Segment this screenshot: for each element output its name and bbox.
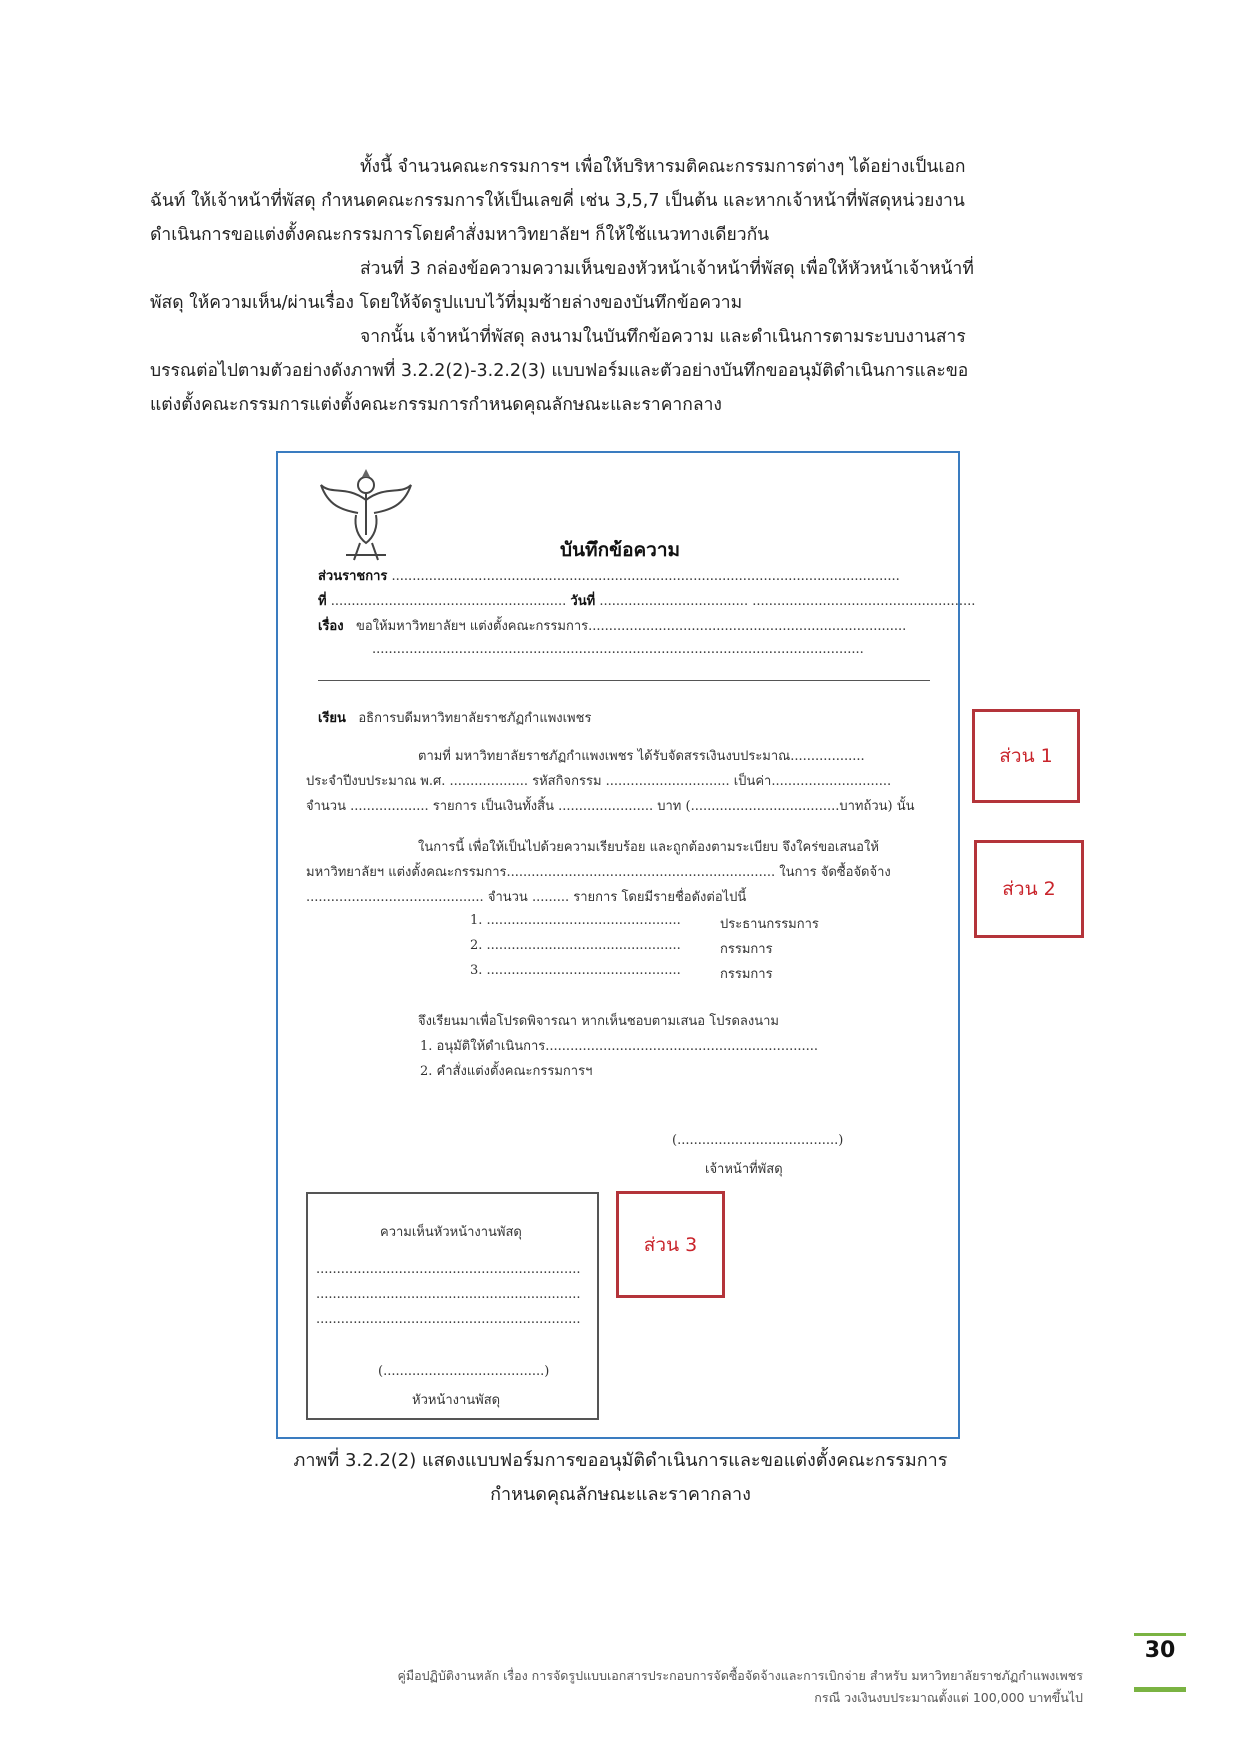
committee-role-3: กรรมการ xyxy=(720,967,773,982)
memo-subject-row: เรื่อง ขอให้มหาวิทยาลัยฯ แต่งตั้งคณะกรรมการ............................................................................. xyxy=(318,619,907,634)
callout-part-1: ส่วน 1 xyxy=(972,709,1080,803)
paragraph-sign: จากนั้น เจ้าหน้าที่พัสดุ ลงนามในบันทึกข้อความ และดำเนินการตามระบบงานสาร บรรณต่อไปตามตัวอย่างดังภาพที่ 3.2.2(2)-3.2.2(3) แบบฟอร์มและตัวอย่างบันทึกขออนุมัติดำเนินการและขอ แต่งตั้งคณะกรรมการแต่งตั้งคณะกรรมการกำหนดคุณลักษณะและราคากลาง xyxy=(150,327,969,415)
comment-line-3: ................................................................ xyxy=(316,1312,581,1327)
committee-role-2: กรรมการ xyxy=(720,942,773,957)
memo-item-1: 1. อนุมัติให้ดำเนินการ.................................................................. xyxy=(420,1039,819,1054)
garuda-emblem-icon xyxy=(316,465,416,565)
signature-dots: (.......................................) xyxy=(672,1133,844,1148)
signature-role: เจ้าหน้าที่พัสดุ xyxy=(705,1162,783,1177)
figure-caption-line-1: ภาพที่ 3.2.2(2) แสดงแบบฟอร์มการขออนุมัติดำเนินการและขอแต่งตั้งคณะกรรมการ xyxy=(293,1450,948,1471)
memo-agency-row: ส่วนราชการ ........................................................................................................................... xyxy=(318,569,900,584)
committee-member-3: 3. ............................................... xyxy=(470,963,681,978)
comment-line-2: ................................................................ xyxy=(316,1287,581,1302)
comment-signature-dots: (.......................................) xyxy=(378,1364,550,1379)
paragraph-committee-count: ทั้งนี้ จำนวนคณะกรรมการฯ เพื่อให้บริหารมติคณะกรรมการต่างๆ ได้อย่างเป็นเอก ฉันท์ ให้เจ้าหน้าที่พัสดุ กำหนดคณะกรรมการให้เป็นเลขคี่ เช่น 3,5,7 เป็นต้น และหากเจ้าหน้าที่พัสดุหน่วยงาน ดำเนินการขอแต่งตั้งคณะกรรมการโดยคำสั่งมหาวิทยาลัยฯ ก็ให้ใช้แนวทางเดียวกัน xyxy=(150,157,966,245)
footer-subtitle: กรณี วงเงินงบประมาณตั้งแต่ 100,000 บาทขึ้นไป xyxy=(814,1690,1083,1705)
callout-part-3: ส่วน 3 xyxy=(616,1191,725,1298)
memo-ref-row: ที่ ......................................................... วันที่ .................................... ...................................................... xyxy=(318,594,976,609)
committee-member-1: 1. ............................................... xyxy=(470,913,681,928)
memo-request: จึงเรียนมาเพื่อโปรดพิจารณา หากเห็นชอบตามเสนอ โปรดลงนาม xyxy=(418,1014,779,1029)
committee-member-2: 2. ............................................... xyxy=(470,938,681,953)
memo-to-row: เรียน อธิการบดีมหาวิทยาลัยราชภัฏกำแพงเพชร xyxy=(318,711,592,726)
figure-caption-line-2: กำหนดคุณลักษณะและราคากลาง xyxy=(490,1484,751,1505)
page-number-bottom-bar xyxy=(1134,1687,1186,1692)
memo-para1-line3: จำนวน ................... รายการ เป็นเงินทั้งสิ้น ....................... บาท (....................................บาทถ้วน) นั้น xyxy=(306,799,915,814)
page-number-top-bar xyxy=(1134,1633,1186,1636)
memo-item-2: 2. คำสั่งแต่งตั้งคณะกรรมการฯ xyxy=(420,1064,593,1079)
memo-title: บันทึกข้อความ xyxy=(560,539,681,561)
memo-subject-line2: ....................................................................................................................... xyxy=(372,642,864,657)
committee-role-1: ประธานกรรมการ xyxy=(720,917,819,932)
callout-part-2: ส่วน 2 xyxy=(974,840,1084,938)
page-number: 30 xyxy=(1144,1638,1176,1663)
comment-line-1: ................................................................ xyxy=(316,1262,581,1277)
memo-divider xyxy=(318,680,930,681)
memo-para1-line2: ประจำปีงบประมาณ พ.ศ. ................... รหัสกิจกรรม .............................. เป็นค่า............................. xyxy=(306,774,892,789)
paragraph-part3: ส่วนที่ 3 กล่องข้อความความเห็นของหัวหน้าเจ้าหน้าที่พัสดุ เพื่อให้หัวหน้าเจ้าหน้าที่ พัสดุ ให้ความเห็น/ผ่านเรื่อง โดยให้จัดรูปแบบไว้ที่มุมซ้ายล่างของบันทึกข้อความ xyxy=(150,259,974,313)
memo-para1-line1: ตามที่ มหาวิทยาลัยราชภัฏกำแพงเพชร ได้รับจัดสรรเงินงบประมาณ.................. xyxy=(418,749,865,764)
memo-para2-line2: มหาวิทยาลัยฯ แต่งตั้งคณะกรรมการ................................................................. ในการ จัดซื้อจัดจ้าง xyxy=(306,865,891,880)
comment-title: ความเห็นหัวหน้างานพัสดุ xyxy=(380,1225,522,1240)
memo-para2-line1: ในการนี้ เพื่อให้เป็นไปด้วยความเรียบร้อย และถูกต้องตามระเบียบ จึงใคร่ขอเสนอให้ xyxy=(418,840,879,855)
footer-title: คู่มือปฏิบัติงานหลัก เรื่อง การจัดรูปแบบเอกสารประกอบการจัดซื้อจัดจ้างและการเบิกจ่าย สำหรับ มหาวิทยาลัยราชภัฏกำแพงเพชร xyxy=(397,1668,1083,1683)
comment-signature-role: หัวหน้างานพัสดุ xyxy=(412,1393,501,1408)
memo-para2-line3: ........................................... จำนวน ......... รายการ โดยมีรายชื่อดังต่อไปนี้ xyxy=(306,890,747,905)
